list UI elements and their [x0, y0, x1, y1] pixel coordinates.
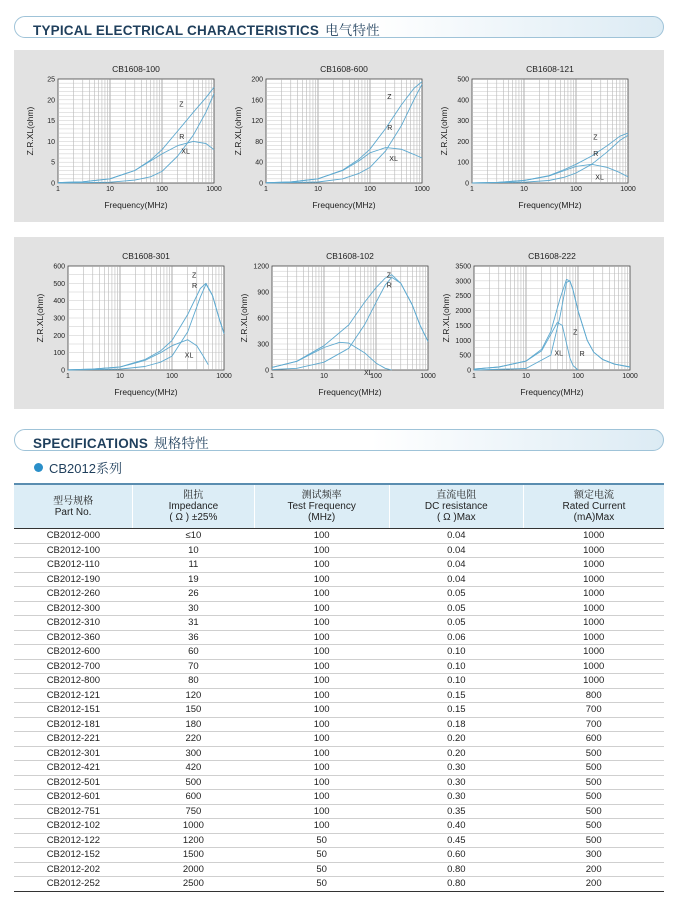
- y-tick-label: 1200: [253, 263, 269, 271]
- plot-area: [58, 79, 214, 183]
- table-row: [14, 529, 664, 544]
- x-tick-label: 1: [56, 186, 60, 193]
- curve-label-xl: XL: [595, 174, 604, 182]
- curve-label-z: Z: [387, 94, 392, 101]
- table-cell: CB2012-152: [14, 848, 133, 863]
- bullet-dot-icon: [34, 463, 43, 472]
- table-cell: 0.15: [389, 688, 523, 703]
- y-tick-label: 300: [53, 315, 65, 323]
- y-tick-label: 0: [465, 180, 469, 188]
- chart-cb1608-100: [20, 57, 220, 212]
- table-cell: 100: [254, 659, 389, 674]
- table-cell: 500: [523, 790, 664, 805]
- table-cell: 1000: [523, 645, 664, 660]
- section-title: [33, 19, 380, 39]
- table-cell: 0.20: [389, 746, 523, 761]
- chart-cb1608-301: [30, 244, 230, 399]
- table-cell: 70: [133, 659, 254, 674]
- curve-label-z: Z: [593, 134, 598, 142]
- curve-label-r: R: [593, 150, 599, 158]
- table-cell: 1000: [133, 819, 254, 834]
- table-cell: 80: [133, 674, 254, 689]
- spec-table: [14, 483, 664, 892]
- table-cell: 0.80: [389, 877, 523, 892]
- table-cell: CB2012-181: [14, 717, 133, 732]
- table-cell: 50: [254, 833, 389, 848]
- series-name: CB2012系列: [49, 461, 122, 476]
- x-tick-label: 1000: [622, 373, 638, 380]
- table-cell: CB2012-000: [14, 529, 133, 544]
- header-dc-resistance: 直流电阻 DC resistance ( Ω )Max: [389, 484, 523, 529]
- y-tick-label: 3500: [455, 263, 471, 271]
- table-cell: CB2012-102: [14, 819, 133, 834]
- table-cell: 0.40: [389, 819, 523, 834]
- table-cell: 11: [133, 558, 254, 573]
- table-cell: 50: [254, 848, 389, 863]
- table-cell: 600: [133, 790, 254, 805]
- table-cell: CB2012-190: [14, 572, 133, 587]
- table-cell: 500: [523, 761, 664, 776]
- y-tick-label: 600: [53, 263, 65, 271]
- chart-title: CB1608-600: [320, 64, 368, 74]
- table-row: [14, 732, 664, 747]
- table-cell: 200: [523, 877, 664, 892]
- chart-svg: [436, 244, 636, 399]
- table-row: [14, 717, 664, 732]
- table-cell: 100: [254, 688, 389, 703]
- table-cell: CB2012-421: [14, 761, 133, 776]
- y-tick-label: 0: [467, 367, 471, 375]
- y-tick-label: 0: [259, 180, 263, 188]
- table-cell: 500: [523, 775, 664, 790]
- table-cell: 26: [133, 587, 254, 602]
- curve-label-z: Z: [191, 272, 197, 280]
- chart-cb1608-600: [228, 57, 428, 212]
- chart-title: CB1608-222: [528, 251, 576, 261]
- table-cell: 1000: [523, 630, 664, 645]
- y-tick-label: 100: [457, 159, 469, 167]
- curve-label-r: R: [191, 283, 198, 291]
- y-tick-label: 300: [257, 341, 269, 349]
- table-row: [14, 601, 664, 616]
- y-tick-label: 1000: [455, 337, 471, 345]
- table-cell: 0.05: [389, 587, 523, 602]
- chart-title: CB1608-301: [122, 251, 170, 261]
- x-tick-label: 1000: [620, 186, 636, 193]
- table-row: [14, 543, 664, 558]
- table-row: [14, 630, 664, 645]
- x-tick-label: 1000: [216, 373, 232, 380]
- table-row: [14, 848, 664, 863]
- table-cell: 100: [254, 630, 389, 645]
- section-title-cn: 电气特性: [325, 23, 380, 38]
- table-cell: 220: [133, 732, 254, 747]
- table-cell: CB2012-121: [14, 688, 133, 703]
- x-tick-label: 100: [364, 186, 376, 193]
- table-cell: CB2012-260: [14, 587, 133, 602]
- section-title-en: TYPICAL ELECTRICAL CHARACTERISTICS: [33, 23, 320, 38]
- table-cell: CB2012-300: [14, 601, 133, 616]
- x-tick-label: 10: [116, 373, 124, 380]
- table-cell: CB2012-800: [14, 674, 133, 689]
- table-row: [14, 775, 664, 790]
- table-cell: 750: [133, 804, 254, 819]
- y-axis-label: Z.R.XL(ohm): [239, 293, 249, 343]
- y-tick-label: 1500: [455, 322, 471, 330]
- y-tick-label: 40: [255, 159, 263, 167]
- y-tick-label: 200: [251, 76, 263, 84]
- x-tick-label: 1: [470, 186, 474, 193]
- table-row: [14, 833, 664, 848]
- x-tick-label: 1000: [206, 186, 222, 193]
- section-title-en: SPECIFICATIONS: [33, 436, 149, 451]
- x-axis-label: Frequency(MHz): [318, 387, 382, 397]
- table-cell: 1000: [523, 572, 664, 587]
- table-cell: 100: [254, 775, 389, 790]
- curve-label-r: R: [386, 282, 392, 290]
- series-heading: [34, 458, 122, 477]
- y-tick-label: 0: [51, 180, 55, 188]
- table-row: [14, 746, 664, 761]
- table-cell: 2000: [133, 862, 254, 877]
- table-cell: 1000: [523, 529, 664, 544]
- chart-title: CB1608-102: [326, 251, 374, 261]
- table-cell: 800: [523, 688, 664, 703]
- table-row: [14, 616, 664, 631]
- table-cell: 0.30: [389, 790, 523, 805]
- x-axis-label: Frequency(MHz): [312, 200, 376, 210]
- curve-label-r: R: [579, 351, 585, 359]
- table-cell: 100: [254, 746, 389, 761]
- table-cell: 0.15: [389, 703, 523, 718]
- table-row: [14, 761, 664, 776]
- table-cell: 600: [523, 732, 664, 747]
- y-tick-label: 600: [257, 315, 269, 323]
- table-cell: CB2012-360: [14, 630, 133, 645]
- header-impedance: 阻抗 Impedance ( Ω ) ±25%: [133, 484, 254, 529]
- table-cell: 0.04: [389, 529, 523, 544]
- table-row: [14, 587, 664, 602]
- table-row: [14, 790, 664, 805]
- curve-label-z: Z: [386, 272, 392, 280]
- table-cell: 700: [523, 703, 664, 718]
- table-cell: 500: [523, 804, 664, 819]
- table-cell: 100: [254, 732, 389, 747]
- table-cell: 100: [254, 717, 389, 732]
- x-tick-label: 100: [570, 186, 582, 193]
- y-tick-label: 2500: [455, 293, 471, 301]
- plot-area: [472, 79, 628, 183]
- y-tick-label: 500: [457, 76, 469, 84]
- x-tick-label: 1: [66, 373, 70, 380]
- chart-title: CB1608-121: [526, 64, 574, 74]
- table-cell: 0.45: [389, 833, 523, 848]
- x-tick-label: 1: [472, 373, 476, 380]
- table-cell: 0.05: [389, 616, 523, 631]
- x-tick-label: 10: [106, 186, 114, 193]
- table-cell: 420: [133, 761, 254, 776]
- table-cell: 0.04: [389, 543, 523, 558]
- y-tick-label: 400: [457, 97, 469, 105]
- table-cell: 0.06: [389, 630, 523, 645]
- x-tick-label: 1: [270, 373, 274, 380]
- plot-area: [266, 79, 422, 183]
- y-tick-label: 25: [47, 76, 55, 84]
- table-cell: 50: [254, 862, 389, 877]
- table-cell: CB2012-600: [14, 645, 133, 660]
- table-cell: 500: [523, 819, 664, 834]
- y-tick-label: 15: [47, 118, 55, 126]
- section-banner-specifications: [14, 429, 664, 451]
- y-tick-label: 0: [265, 367, 269, 375]
- table-cell: CB2012-110: [14, 558, 133, 573]
- table-cell: 0.60: [389, 848, 523, 863]
- x-axis-label: Frequency(MHz): [114, 387, 178, 397]
- y-tick-label: 2000: [455, 308, 471, 316]
- table-cell: 0.10: [389, 659, 523, 674]
- table-cell: 120: [133, 688, 254, 703]
- table-cell: 0.18: [389, 717, 523, 732]
- x-tick-label: 100: [156, 186, 168, 193]
- table-cell: 19: [133, 572, 254, 587]
- table-cell: 1000: [523, 601, 664, 616]
- chart-cb1608-102: [234, 244, 434, 399]
- chart-cb1608-121: [434, 57, 634, 212]
- table-cell: 60: [133, 645, 254, 660]
- table-cell: 100: [254, 703, 389, 718]
- table-cell: 1000: [523, 558, 664, 573]
- y-tick-label: 5: [51, 159, 55, 167]
- table-cell: 100: [254, 804, 389, 819]
- y-tick-label: 400: [53, 298, 65, 306]
- x-tick-label: 10: [522, 373, 530, 380]
- table-cell: 2500: [133, 877, 254, 892]
- table-cell: 0.30: [389, 761, 523, 776]
- table-cell: CB2012-301: [14, 746, 133, 761]
- table-cell: 100: [254, 543, 389, 558]
- table-cell: 0.10: [389, 645, 523, 660]
- table-cell: 1000: [523, 674, 664, 689]
- curve-label-z: Z: [179, 101, 184, 109]
- table-cell: 300: [133, 746, 254, 761]
- table-cell: 100: [254, 587, 389, 602]
- x-tick-label: 1000: [420, 373, 436, 380]
- table-cell: 100: [254, 616, 389, 631]
- chart-svg: [434, 57, 634, 212]
- y-tick-label: 100: [53, 350, 65, 358]
- table-cell: 100: [254, 601, 389, 616]
- table-cell: 200: [523, 862, 664, 877]
- x-tick-label: 100: [166, 373, 178, 380]
- table-cell: 10: [133, 543, 254, 558]
- table-cell: 1500: [133, 848, 254, 863]
- x-axis-label: Frequency(MHz): [104, 200, 168, 210]
- y-tick-label: 500: [53, 280, 65, 288]
- table-cell: 1000: [523, 543, 664, 558]
- table-cell: 100: [254, 558, 389, 573]
- curve-label-xl: XL: [389, 156, 398, 164]
- table-cell: 50: [254, 877, 389, 892]
- table-cell: 100: [254, 645, 389, 660]
- chart-svg: [228, 57, 428, 212]
- table-row: [14, 804, 664, 819]
- x-axis-label: Frequency(MHz): [520, 387, 584, 397]
- table-cell: CB2012-202: [14, 862, 133, 877]
- table-cell: 500: [133, 775, 254, 790]
- table-cell: 1000: [523, 616, 664, 631]
- table-cell: CB2012-601: [14, 790, 133, 805]
- table-cell: 1000: [523, 659, 664, 674]
- table-cell: 100: [254, 529, 389, 544]
- table-cell: 31: [133, 616, 254, 631]
- y-axis-label: Z.R.XL(ohm): [439, 106, 449, 156]
- y-tick-label: 500: [459, 352, 471, 360]
- table-row: [14, 688, 664, 703]
- x-tick-label: 100: [370, 373, 382, 380]
- x-tick-label: 1: [264, 186, 268, 193]
- curve-label-xl: XL: [364, 370, 373, 378]
- table-row: [14, 645, 664, 660]
- curve-label-xl: XL: [554, 350, 564, 358]
- table-cell: 300: [523, 848, 664, 863]
- y-tick-label: 3000: [455, 278, 471, 286]
- table-cell: 100: [254, 790, 389, 805]
- table-cell: 0.30: [389, 775, 523, 790]
- chart-svg: [30, 244, 230, 399]
- table-cell: 500: [523, 746, 664, 761]
- y-tick-label: 300: [457, 118, 469, 126]
- x-axis-label: Frequency(MHz): [518, 200, 582, 210]
- chart-svg: [234, 244, 434, 399]
- section-title-cn: 规格特性: [154, 436, 209, 451]
- table-cell: CB2012-252: [14, 877, 133, 892]
- chart-cb1608-222: [436, 244, 636, 399]
- curve-label-r: R: [387, 124, 393, 132]
- curve-label-r: R: [179, 134, 185, 142]
- header-test-frequency: 测试频率 Test Frequency (MHz): [254, 484, 389, 529]
- x-tick-label: 10: [520, 186, 528, 193]
- curve-label-xl: XL: [181, 148, 190, 156]
- y-tick-label: 120: [251, 118, 263, 126]
- table-header-row: [14, 484, 664, 529]
- chart-title: CB1608-100: [112, 64, 160, 74]
- table-cell: 100: [254, 572, 389, 587]
- table-cell: 500: [523, 833, 664, 848]
- y-tick-label: 200: [53, 332, 65, 340]
- table-row: [14, 862, 664, 877]
- table-cell: 0.04: [389, 558, 523, 573]
- y-axis-label: Z.R.XL(ohm): [25, 106, 35, 156]
- table-row: [14, 877, 664, 892]
- table-cell: CB2012-310: [14, 616, 133, 631]
- table-cell: ≤10: [133, 529, 254, 544]
- table-row: [14, 558, 664, 573]
- table-cell: 100: [254, 819, 389, 834]
- table-row: [14, 572, 664, 587]
- section-banner-characteristics: [14, 16, 664, 38]
- table-cell: 150: [133, 703, 254, 718]
- y-tick-label: 160: [251, 97, 263, 105]
- y-tick-label: 0: [61, 367, 65, 375]
- table-cell: CB2012-501: [14, 775, 133, 790]
- table-cell: 1000: [523, 587, 664, 602]
- table-row: [14, 703, 664, 718]
- table-cell: 0.05: [389, 601, 523, 616]
- table-cell: 100: [254, 761, 389, 776]
- table-cell: 0.35: [389, 804, 523, 819]
- table-cell: 0.04: [389, 572, 523, 587]
- y-tick-label: 10: [47, 138, 55, 146]
- chart-svg: [20, 57, 220, 212]
- table-cell: 100: [254, 674, 389, 689]
- table-cell: 700: [523, 717, 664, 732]
- table-cell: 36: [133, 630, 254, 645]
- y-tick-label: 900: [257, 289, 269, 297]
- x-tick-label: 1000: [414, 186, 430, 193]
- table-cell: CB2012-122: [14, 833, 133, 848]
- table-cell: CB2012-700: [14, 659, 133, 674]
- table-cell: 0.20: [389, 732, 523, 747]
- curve-label-z: Z: [573, 329, 578, 337]
- y-tick-label: 80: [255, 138, 263, 146]
- table-cell: 30: [133, 601, 254, 616]
- table-cell: 1200: [133, 833, 254, 848]
- y-tick-label: 200: [457, 138, 469, 146]
- y-tick-label: 20: [47, 97, 55, 105]
- table-row: [14, 659, 664, 674]
- table-cell: 0.10: [389, 674, 523, 689]
- table-row: [14, 819, 664, 834]
- curve-label-xl: XL: [184, 352, 194, 360]
- table-cell: CB2012-100: [14, 543, 133, 558]
- table-cell: 180: [133, 717, 254, 732]
- header-part-no: 型号规格 Part No.: [14, 484, 133, 529]
- table-cell: 0.80: [389, 862, 523, 877]
- y-axis-label: Z.R.XL(ohm): [441, 293, 451, 343]
- header-rated-current: 额定电流 Rated Current (mA)Max: [523, 484, 664, 529]
- table-cell: CB2012-221: [14, 732, 133, 747]
- x-tick-label: 100: [572, 373, 584, 380]
- table-cell: CB2012-751: [14, 804, 133, 819]
- table-row: [14, 674, 664, 689]
- x-tick-label: 10: [314, 186, 322, 193]
- section-title: [33, 432, 209, 452]
- y-axis-label: Z.R.XL(ohm): [35, 293, 45, 343]
- x-tick-label: 10: [320, 373, 328, 380]
- y-axis-label: Z.R.XL(ohm): [233, 106, 243, 156]
- table-cell: CB2012-151: [14, 703, 133, 718]
